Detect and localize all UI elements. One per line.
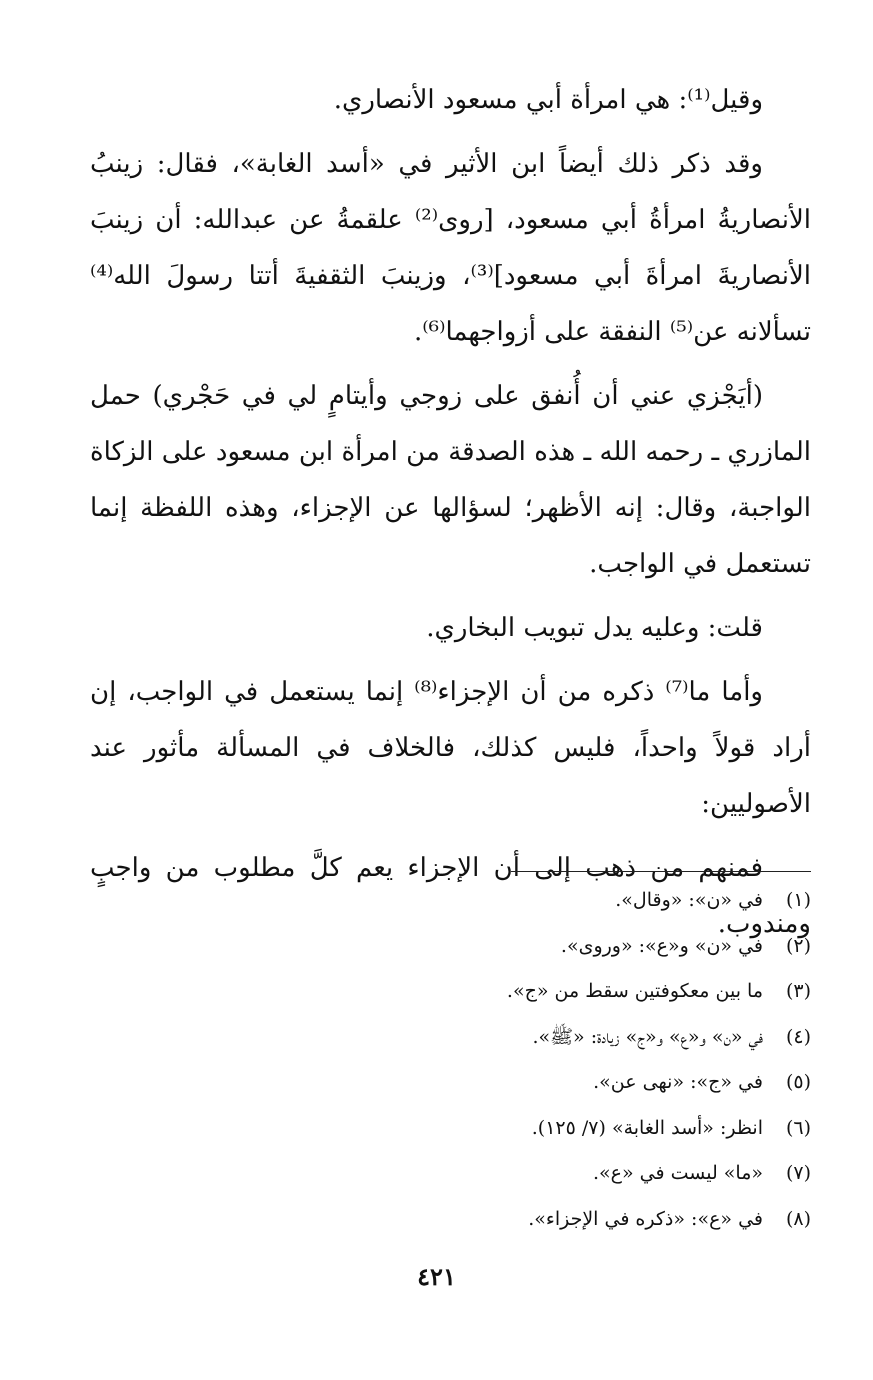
footnotes xyxy=(90,878,811,1242)
main-text xyxy=(90,72,811,960)
footnote-number: (٧) xyxy=(785,1162,811,1184)
footnote xyxy=(90,924,811,970)
paragraph: فمنهم من ذهب إلى أن الإجزاء يعم كلَّ مطلوب من واجبٍ ومندوب. xyxy=(90,853,811,939)
footnote-text: «ما» ليست في «ع». xyxy=(592,1162,763,1184)
footnote-text: في «ج»: «نهى عن». xyxy=(593,1071,763,1093)
footnote-text: انظر: «أسد الغابة» (٧/ ١٢٥). xyxy=(531,1116,763,1139)
footnote-text: في «ن»: «وقال». xyxy=(615,889,763,911)
footnote-number: (١) xyxy=(785,889,811,911)
footnote-divider xyxy=(511,871,811,872)
footnote xyxy=(90,1015,811,1061)
footnote-text: في «ن» و«ع»: «وروى». xyxy=(560,934,763,957)
paragraph: (أيَجْزي عني أن أُنفق على زوجي وأيتامٍ لي في حَجْري) حمل المازري ـ رحمه الله ـ هذه الصدقة من امرأة ابن مسعود على الزكاة الواجبة، وقال: إنه الأظهر؛ لسؤالها عن الإجزاء، وهذه اللفظة إنما تستعمل في الواجب. xyxy=(90,381,811,579)
paragraph: قلت: وعليه يدل تبويب البخاري. xyxy=(426,613,763,643)
footnote-text: في «ن» و«ع» و«ج» زيادة: «ﷺ». xyxy=(532,1025,763,1048)
paragraph: وقد ذكر ذلك أيضاً ابن الأثير في «أسد الغابة»، فقال: زينبُ الأنصاريةُ امرأةُ أبي مسعود، [روى⁽²⁾ علقمةُ عن عبدالله: أن زينبَ الأنصاريةَ امرأةَ أبي مسعود]⁽³⁾، وزينبَ الثقفيةَ أتتا رسولَ الله⁽⁴⁾ تسألانه عن⁽⁵⁾ النفقة على أزواجهما⁽⁶⁾. xyxy=(90,149,811,347)
footnote-number: (٤) xyxy=(785,1025,811,1048)
footnote-text: ما بين معكوفتين سقط من «ج». xyxy=(506,980,763,1002)
footnote-number: (٣) xyxy=(785,980,811,1002)
paragraph: وقيل⁽¹⁾: هي امرأة أبي مسعود الأنصاري. xyxy=(333,85,763,115)
footnote-text: في «ع»: «ذكره في الإجزاء». xyxy=(528,1207,763,1230)
footnote-number: (٢) xyxy=(785,934,811,957)
footnote xyxy=(90,1151,811,1197)
footnote xyxy=(90,1106,811,1152)
page-number: ٤٢١ xyxy=(417,1262,456,1291)
footnote-number: (٦) xyxy=(785,1116,811,1139)
footnote xyxy=(90,969,811,1015)
footnote xyxy=(90,1060,811,1106)
footnote-number: (٨) xyxy=(785,1207,811,1230)
footnote-number: (٥) xyxy=(785,1071,811,1093)
footnote xyxy=(90,1197,811,1243)
paragraph: وأما ما⁽⁷⁾ ذكره من أن الإجزاء⁽⁸⁾ إنما يستعمل في الواجب، إن أراد قولاً واحداً، فليس كذلك، فالخلاف في المسألة مأثور عند الأصوليين: xyxy=(90,677,811,819)
footnote xyxy=(90,878,811,924)
